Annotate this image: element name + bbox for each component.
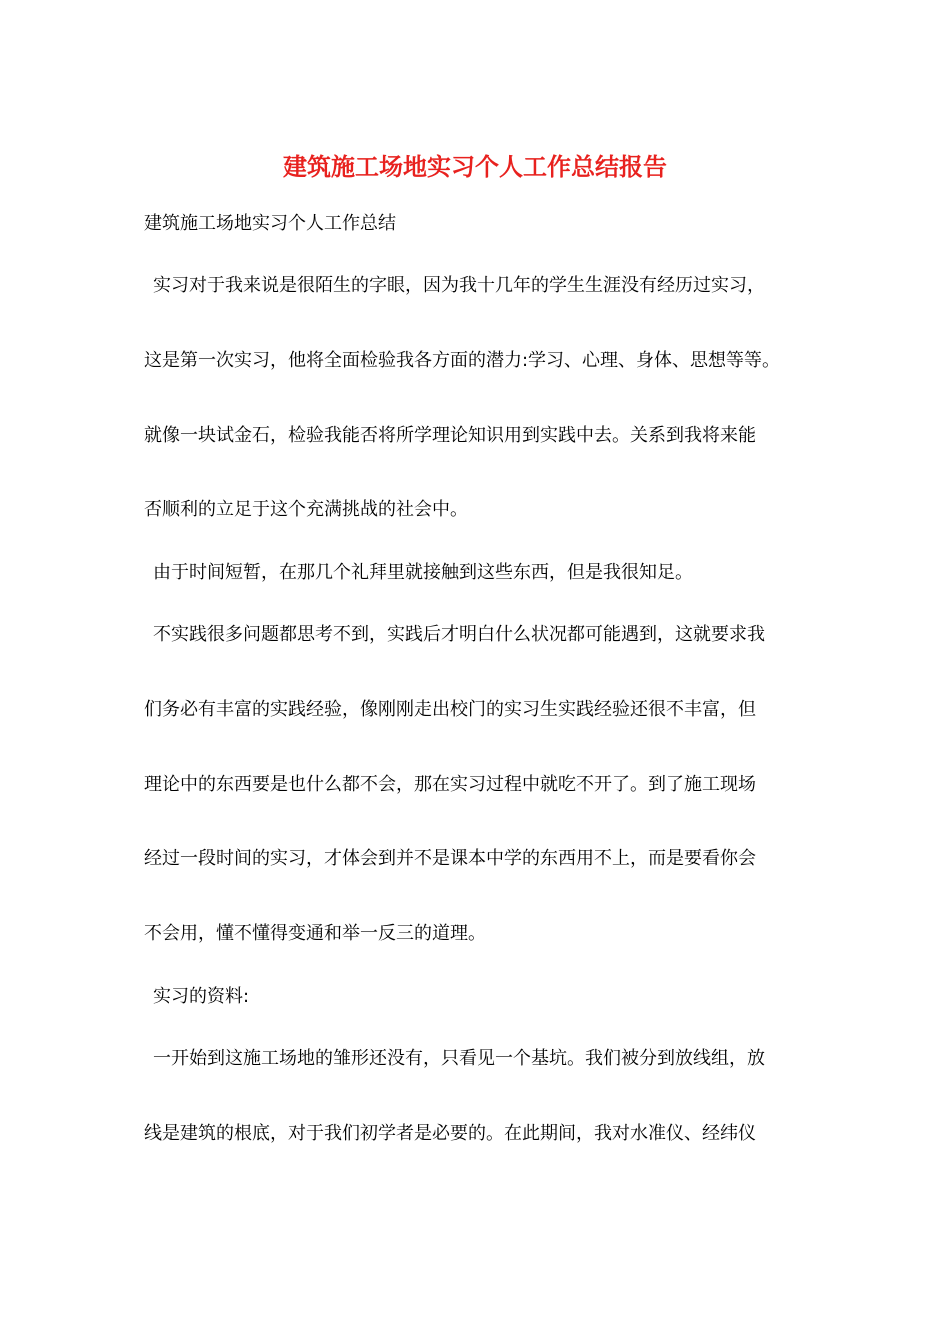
body-line: 经过一段时间的实习，才体会到并不是课本中学的东西用不上，而是要看你会 (144, 848, 756, 869)
body-line: 线是建筑的根底，对于我们初学者是必要的。在此期间，我对水准仪、经纬仪 (144, 1123, 756, 1144)
section-heading: 实习的资料: (153, 986, 250, 1007)
body-line: 实习对于我来说是很陌生的字眼，因为我十几年的学生生涯没有经历过实习， (153, 275, 765, 296)
body-line: 理论中的东西要是也什么都不会，那在实习过程中就吃不开了。到了施工现场 (144, 774, 756, 795)
body-line: 一开始到这施工场地的雏形还没有，只看见一个基坑。我们被分到放线组，放 (153, 1048, 765, 1069)
body-line: 不实践很多问题都思考不到，实践后才明白什么状况都可能遇到，这就要求我 (153, 624, 765, 645)
body-line: 们务必有丰富的实践经验，像刚刚走出校门的实习生实践经验还很不丰富，但 (144, 699, 756, 720)
subtitle-line: 建筑施工场地实习个人工作总结 (144, 213, 396, 234)
body-line: 否顺利的立足于这个充满挑战的社会中。 (144, 499, 468, 520)
body-line: 就像一块试金石，检验我能否将所学理论知识用到实践中去。关系到我将来能 (144, 425, 756, 446)
body-line: 由于时间短暂，在那几个礼拜里就接触到这些东西，但是我很知足。 (153, 562, 693, 583)
body-line: 不会用，懂不懂得变通和举一反三的道理。 (144, 923, 486, 944)
body-line: 这是第一次实习，他将全面检验我各方面的潜力:学习、心理、身体、思想等等。 (144, 350, 781, 371)
document-title: 建筑施工场地实习个人工作总结报告 (283, 152, 667, 181)
